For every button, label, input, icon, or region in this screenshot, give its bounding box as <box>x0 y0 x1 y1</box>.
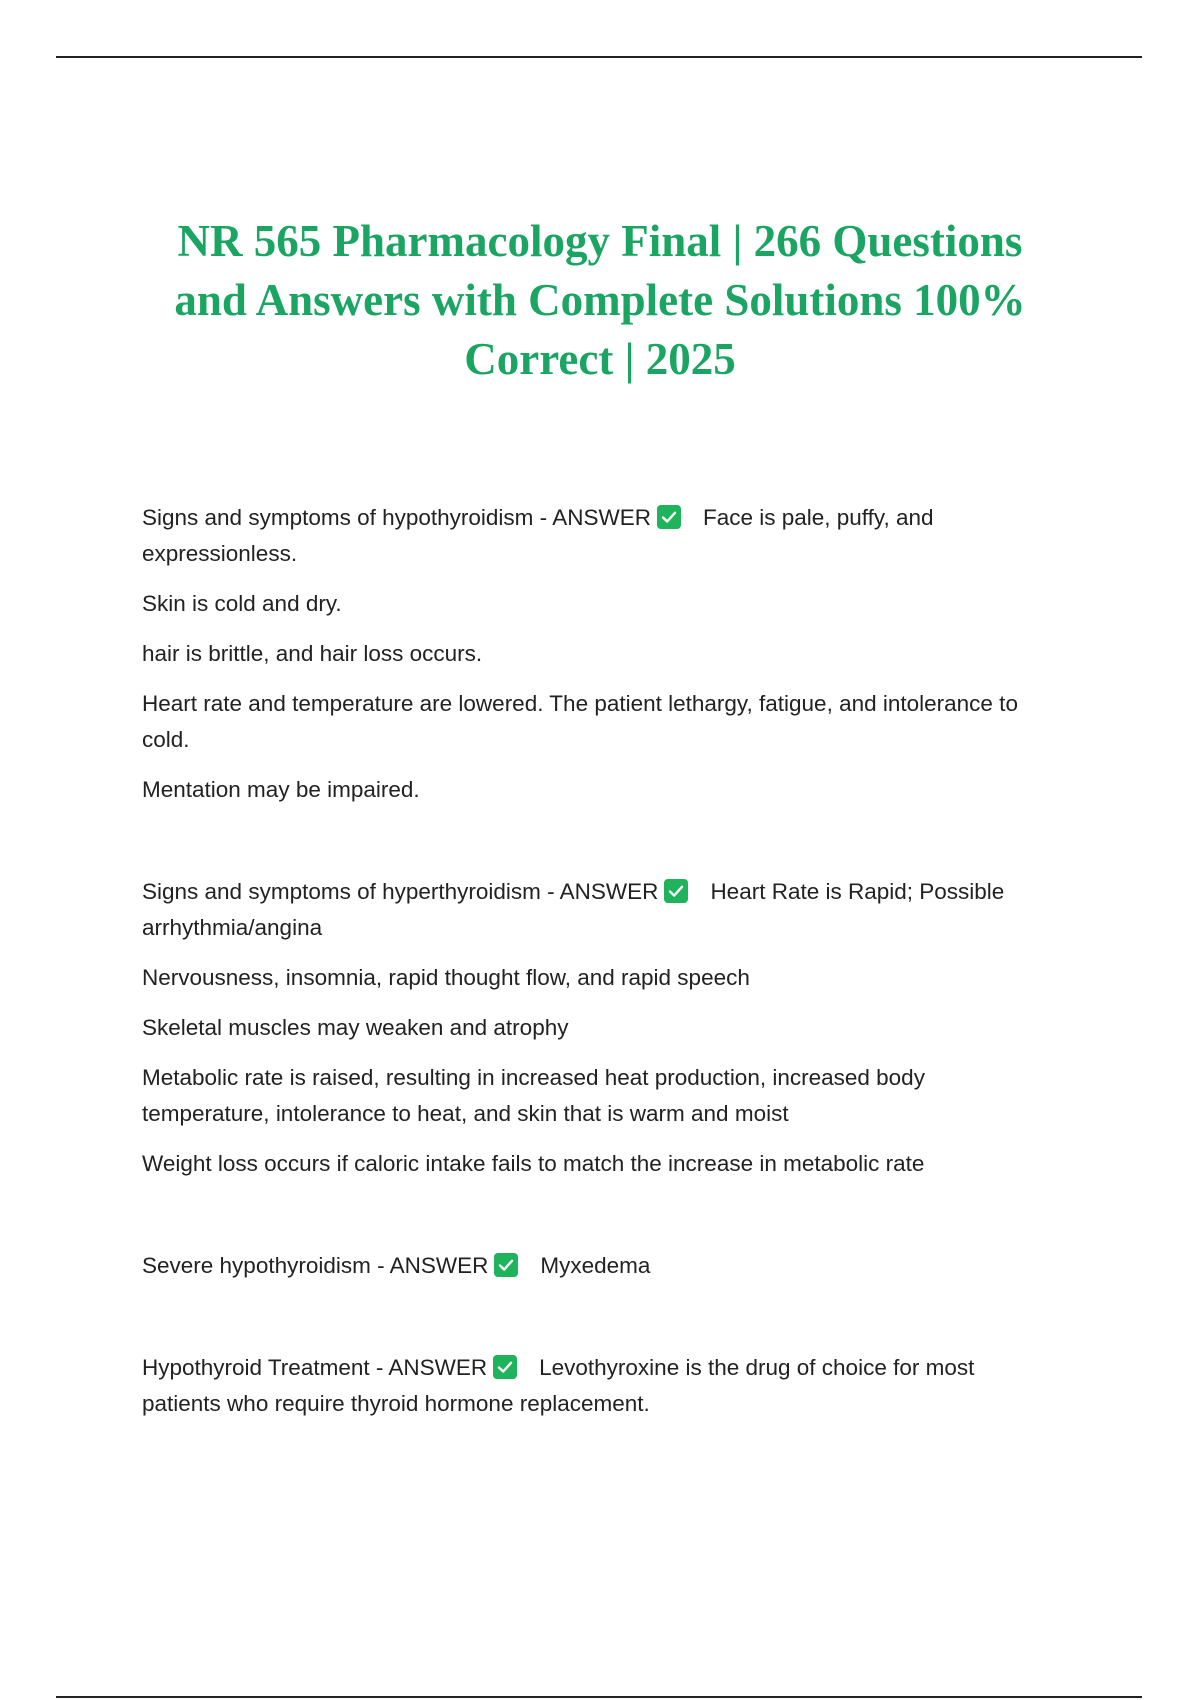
answer-line: Heart rate and temperature are lowered. The patient lethargy, fatigue, and intolerance to cold. <box>142 691 1018 752</box>
answer-label: ANSWER <box>389 1253 489 1278</box>
answer-text: Face is pale, puffy, and expressionless. <box>142 505 934 566</box>
qa-item-hypothyroidism-signs <box>142 500 1042 808</box>
answer-line: Metabolic rate is raised, resulting in increased heat production, increased body temperature, intolerance to heat, and skin that is warm and moist <box>142 1065 925 1126</box>
document-title: NR 565 Pharmacology Final | 266 Questions and Answers with Complete Solutions 100% Correct | 2025 <box>174 216 1026 384</box>
answer-label: ANSWER <box>552 505 651 530</box>
qa-question-line <box>142 1248 1042 1284</box>
answer-text: Levothyroxine is the drug of choice for most patients who require thyroid hormone replacement. <box>142 1355 975 1416</box>
checkmark-icon <box>493 1355 517 1379</box>
header-rule <box>56 56 1142 58</box>
qa-item-severe-hypothyroidism <box>142 1248 1042 1284</box>
answer-label: ANSWER <box>388 1355 488 1380</box>
answer-line: Mentation may be impaired. <box>142 777 420 802</box>
answer-label: ANSWER <box>559 879 659 904</box>
qa-question-line <box>142 1350 1042 1422</box>
qa-question-line <box>142 874 1042 946</box>
answer-text: Myxedema <box>540 1253 651 1278</box>
question-text: Signs and symptoms of hyperthyroidism - <box>142 879 560 904</box>
checkmark-icon <box>494 1253 518 1277</box>
question-text: Signs and symptoms of hypothyroidism - <box>142 505 553 530</box>
checkmark-icon <box>664 879 688 903</box>
checkmark-icon <box>657 505 681 529</box>
answer-line: Skeletal muscles may weaken and atrophy <box>142 1015 569 1040</box>
qa-item-hypothyroid-treatment <box>142 1350 1042 1422</box>
answer-line: Weight loss occurs if caloric intake fails to match the increase in metabolic rate <box>142 1151 925 1176</box>
question-text: Hypothyroid Treatment - <box>142 1355 389 1380</box>
qa-content <box>142 500 1042 1422</box>
answer-line: Skin is cold and dry. <box>142 591 342 616</box>
answer-line: Nervousness, insomnia, rapid thought flow, and rapid speech <box>142 965 750 990</box>
question-text: Severe hypothyroidism - <box>142 1253 390 1278</box>
answer-text: Heart Rate is Rapid; Possible arrhythmia/angina <box>142 879 1005 940</box>
footer-rule <box>56 1696 1142 1698</box>
qa-question-line <box>142 500 1042 572</box>
answer-line: hair is brittle, and hair loss occurs. <box>142 641 483 666</box>
qa-item-hyperthyroidism-signs <box>142 874 1042 1182</box>
